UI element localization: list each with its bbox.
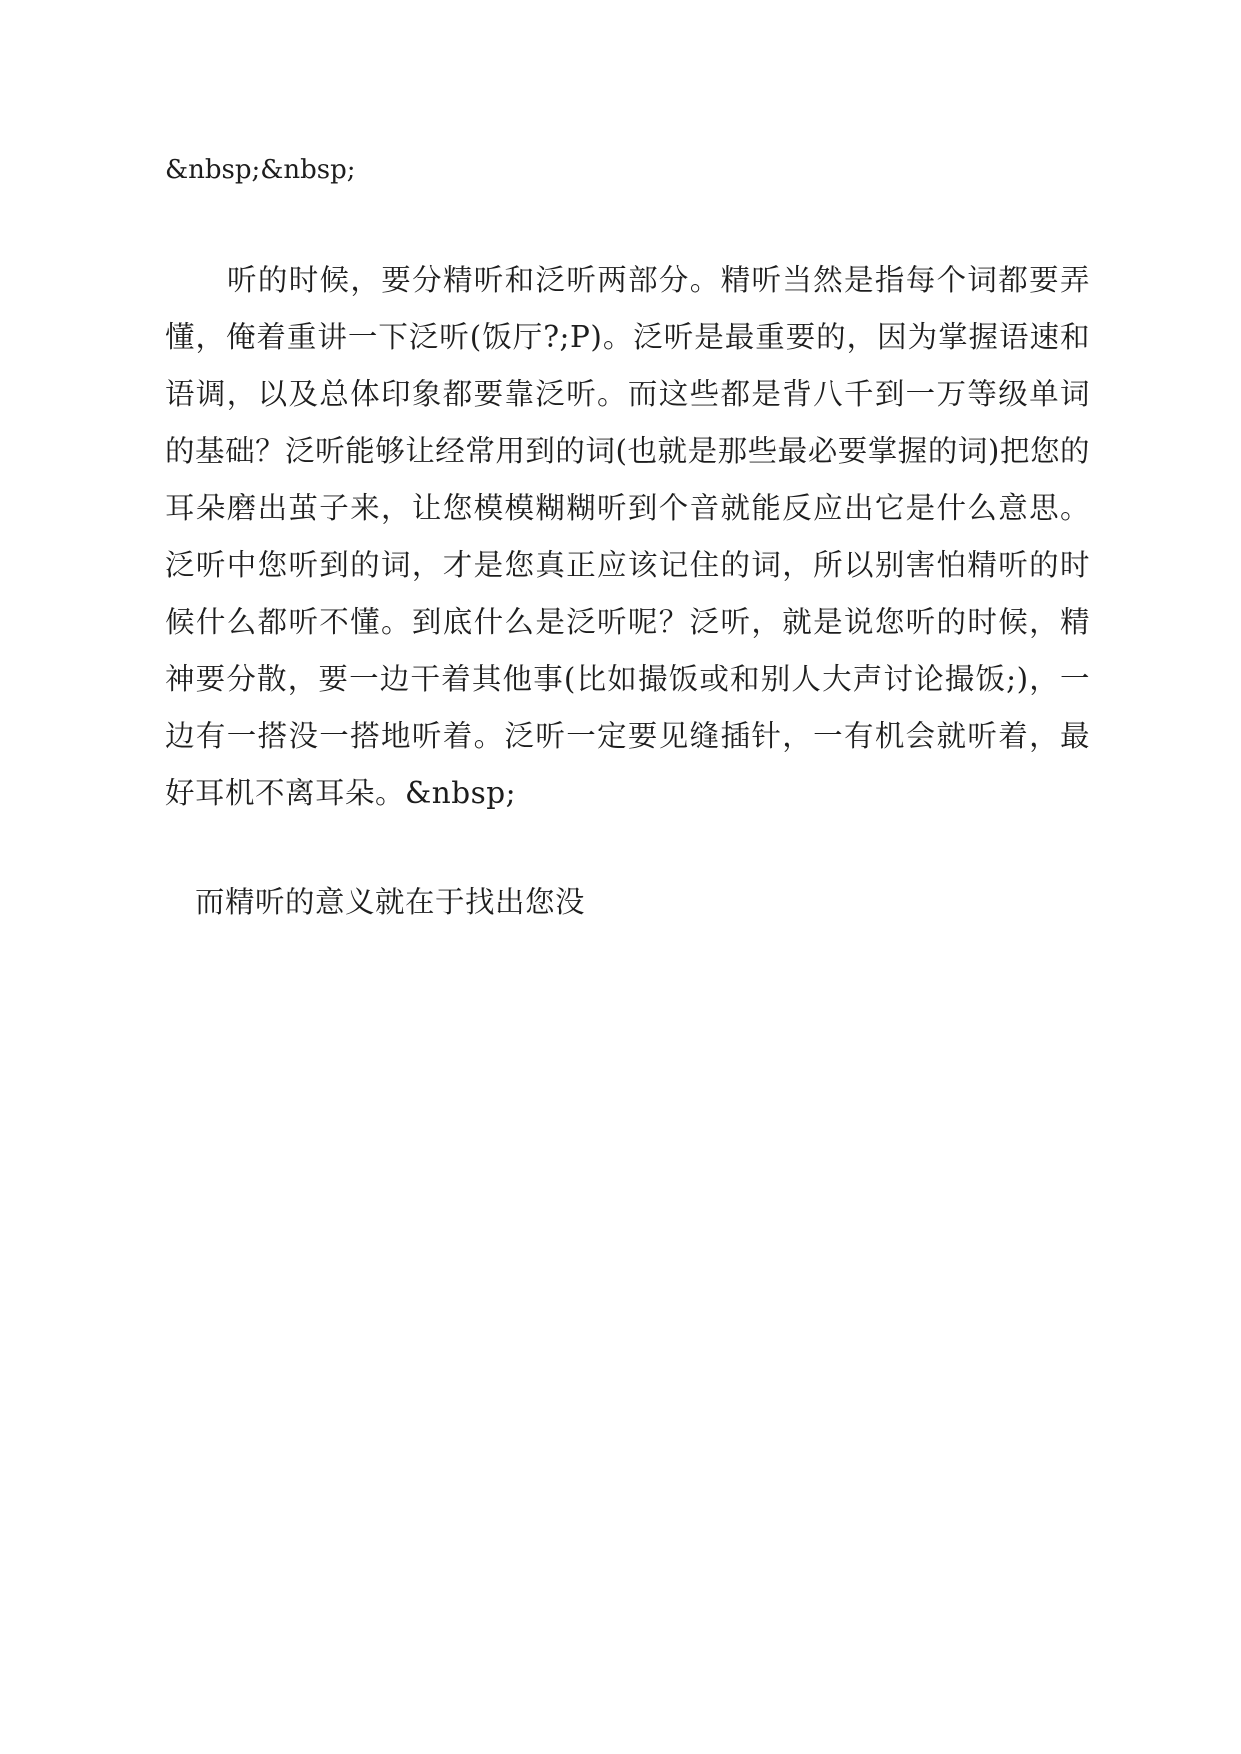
paragraph-main-body: 听的时候，要分精听和泛听两部分。精听当然是指每个词都要弄懂，俺着重讲一下泛听(饭厅?;P)。泛听是最重要的，因为掌握语速和语调，以及总体印象都要靠泛听。而这些都是背八千到一万等级单词的基础？泛听能够让经常用到的词(也就是那些最必要掌握的词)把您的耳朵磨出茧子来，让您模模糊糊听到个音就能反应出它是什么意思。泛听中您听到的词，才是您真正应该记住的词，所以别害怕精听的时候什么都听不懂。到底什么是泛听呢？泛听，就是说您听的时候，精神要分散，要一边干着其他事(比如撮饭或和别人大声讨论撮饭;)，一边有一搭没一搭地听着。泛听一定要见缝插针，一有机会就听着，最好耳机不离耳朵。&nbsp; xyxy=(165,263,1090,810)
paragraph-spacer-bottom xyxy=(165,822,1090,874)
document-body xyxy=(165,150,1090,931)
paragraph-nbsp-entities: &nbsp;&nbsp; xyxy=(165,155,356,185)
paragraph-spacer-top xyxy=(165,190,1090,252)
paragraph-closing: 而精听的意义就在于找出您没 xyxy=(195,885,586,919)
